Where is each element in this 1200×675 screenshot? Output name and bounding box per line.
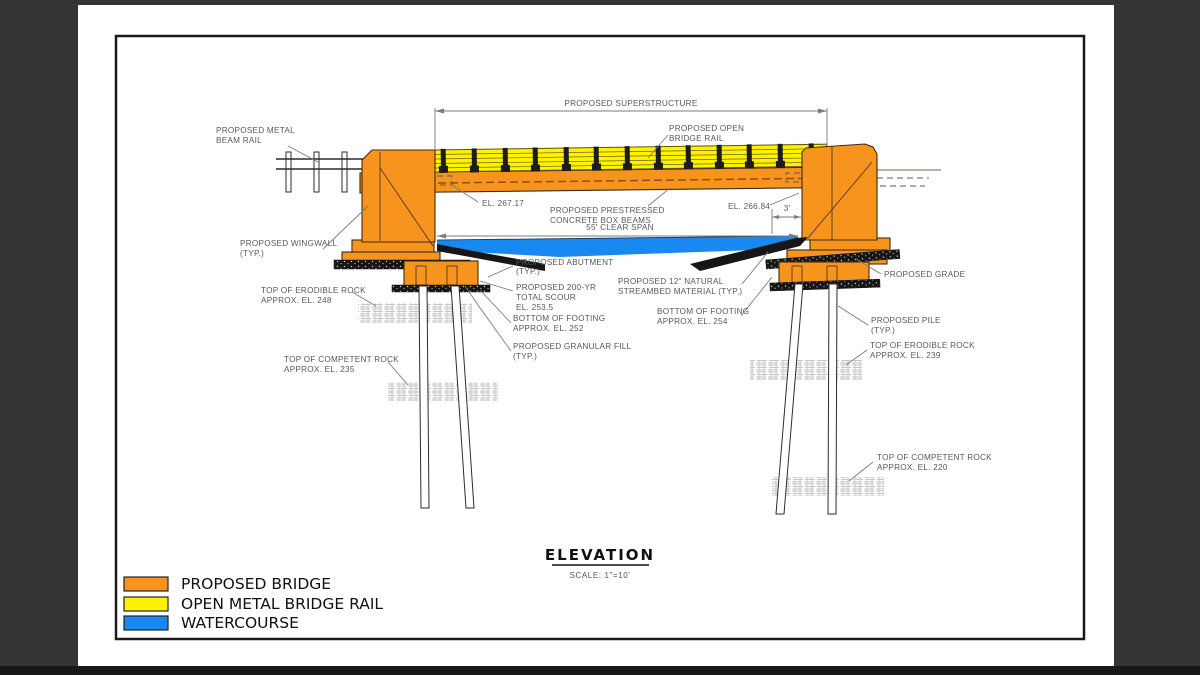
label-grade: PROPOSED GRADE [884, 270, 966, 279]
label-granular-2: (TYP.) [513, 352, 538, 361]
competent-rock-left [388, 382, 498, 401]
label-box-beams-1: PROPOSED PRESTRESSED [550, 206, 665, 215]
label-el-right: EL. 266.84 [728, 202, 771, 211]
label-metal-rail-1: PROPOSED METAL [216, 126, 295, 135]
label-abutment-2: (TYP.) [516, 267, 541, 276]
pile-right-2 [828, 284, 837, 514]
label-erodible-left-2: APPROX. EL. 248 [261, 296, 332, 305]
label-erodible-left-1: TOP OF ERODIBLE ROCK [261, 286, 366, 295]
legend-label-water: WATERCOURSE [181, 614, 299, 632]
legend-label-bridge: PROPOSED BRIDGE [181, 575, 332, 593]
label-erodible-right-2: APPROX. EL. 239 [870, 351, 941, 360]
label-scour-1: PROPOSED 200-YR [516, 283, 597, 292]
label-competent-right-2: APPROX. EL. 220 [877, 463, 948, 472]
label-scour-3: EL. 253.5 [516, 303, 554, 312]
bottom-bar [0, 666, 1200, 675]
label-open-rail-1: PROPOSED OPEN [669, 124, 745, 133]
label-erodible-right-1: TOP OF ERODIBLE ROCK [870, 341, 975, 350]
label-footing-left-1: BOTTOM OF FOOTING [513, 314, 606, 323]
label-scour-2: TOTAL SCOUR [516, 293, 576, 302]
label-competent-left-2: APPROX. EL. 235 [284, 365, 355, 374]
label-3ft: 3' [783, 204, 791, 213]
erodible-rock-right [750, 360, 862, 380]
pile-left-1 [419, 286, 429, 508]
label-streambed-1: PROPOSED 12" NATURAL [618, 277, 724, 286]
title-elevation: ELEVATION [544, 546, 656, 564]
label-streambed-2: STREAMBED MATERIAL (TYP.) [618, 287, 743, 296]
label-competent-right-1: TOP OF COMPETENT ROCK [877, 453, 992, 462]
label-wingwall-1: PROPOSED WINGWALL [240, 239, 338, 248]
label-pile-1: PROPOSED PILE [871, 316, 941, 325]
label-competent-left-1: TOP OF COMPETENT ROCK [284, 355, 399, 364]
label-footing-left-2: APPROX. EL. 252 [513, 324, 584, 333]
label-box-beams-2: CONCRETE BOX BEAMS [550, 216, 651, 225]
label-open-rail-2: BRIDGE RAIL [669, 134, 724, 143]
legend-swatch-rail [124, 597, 168, 611]
label-superstructure: PROPOSED SUPERSTRUCTURE [564, 99, 698, 108]
label-granular-1: PROPOSED GRANULAR FILL [513, 342, 632, 351]
label-el-left: EL. 267.17 [482, 199, 525, 208]
legend-swatch-bridge [124, 577, 168, 591]
label-metal-rail-2: BEAM RAIL [216, 136, 262, 145]
label-clear-span: 55' CLEAR SPAN [586, 223, 654, 232]
label-abutment-1: PROPOSED ABUTMENT [516, 258, 614, 267]
title-scale: SCALE: 1"=10' [569, 571, 631, 580]
legend-swatch-water [124, 616, 168, 630]
label-pile-2: (TYP.) [871, 326, 896, 335]
label-wingwall-2: (TYP.) [240, 249, 265, 258]
label-footing-right-1: BOTTOM OF FOOTING [657, 307, 750, 316]
label-footing-right-2: APPROX. EL. 254 [657, 317, 728, 326]
legend-label-rail: OPEN METAL BRIDGE RAIL [181, 595, 384, 613]
